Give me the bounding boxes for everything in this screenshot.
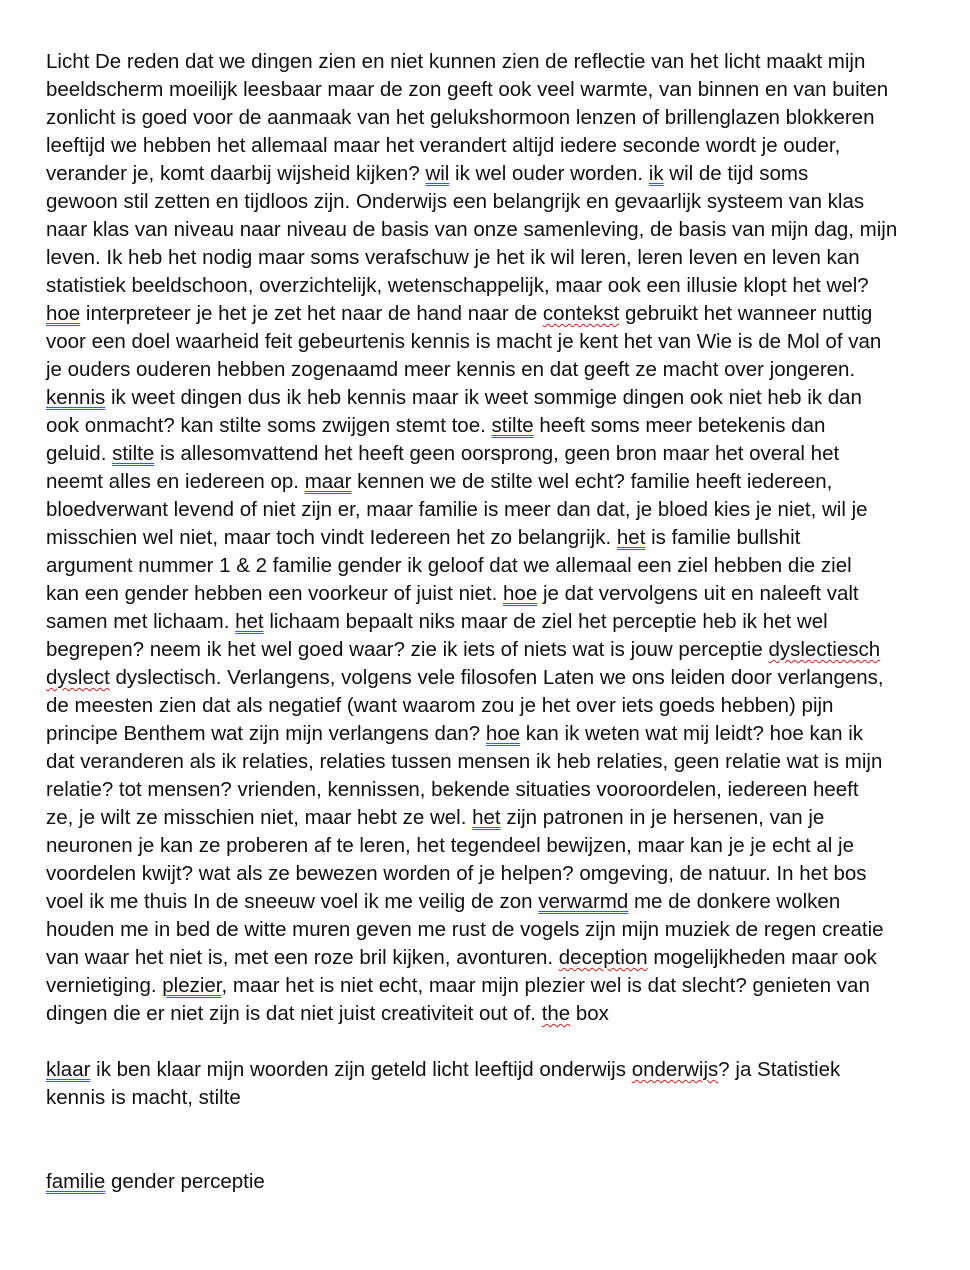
document-page xyxy=(46,48,926,1196)
text-segment: misschien wel niet, maar toch vindt Iedereen het zo belangrijk. xyxy=(46,526,617,549)
text-segment: me de donkere wolken xyxy=(628,890,841,913)
grammar-flagged-word[interactable]: kennis xyxy=(46,386,106,409)
grammar-flagged-word[interactable]: plezier xyxy=(162,974,222,997)
text-segment: ik weet dingen dus ik heb kennis maar ik weet sommige dingen ook niet heb ik dan xyxy=(105,386,862,409)
grammar-flagged-word[interactable]: wil xyxy=(425,162,450,185)
text-segment: ? ja Statistiek xyxy=(718,1058,841,1081)
text-line xyxy=(46,384,926,412)
text-line xyxy=(46,160,926,188)
text-segment: bloedverwant levend of niet zijn er, maar familie is meer dan dat, je bloed kies je niet, wil je xyxy=(46,498,868,521)
text-line xyxy=(46,412,926,440)
grammar-flagged-word[interactable]: het xyxy=(472,806,501,829)
text-segment: kan ik weten wat mij leidt? hoe kan ik xyxy=(520,722,864,745)
text-segment: zonlicht is goed voor de aanmaak van het gelukshormoon lenzen of brillenglazen blokkeren xyxy=(46,106,875,129)
text-segment: vernietiging. xyxy=(46,974,163,997)
grammar-flagged-word[interactable]: het xyxy=(616,526,646,549)
text-segment: dingen die er niet zijn is dat niet juist creativiteit out of. xyxy=(46,1002,542,1025)
grammar-flagged-word[interactable]: maar xyxy=(304,470,352,493)
grammar-flagged-word[interactable]: het xyxy=(235,610,264,633)
text-segment: statistiek beeldschoon, overzichtelijk, wetenschappelijk, maar ook een illusie klopt het wel? xyxy=(46,274,869,297)
text-line xyxy=(46,916,926,944)
spelling-flagged-word[interactable]: deception xyxy=(558,946,648,969)
text-line xyxy=(46,804,926,832)
text-line xyxy=(46,636,926,664)
text-segment: neemt alles en iedereen op. xyxy=(46,470,305,493)
text-line xyxy=(46,972,926,1000)
text-line xyxy=(46,76,926,104)
text-line xyxy=(46,216,926,244)
text-segment: van waar het niet is, met een roze bril kijken, avonturen. xyxy=(46,946,559,969)
text-line xyxy=(46,328,926,356)
paragraph-main xyxy=(46,48,926,1028)
text-segment: relatie? tot mensen? vrienden, kennissen, bekende situaties vooroordelen, iedereen heeft xyxy=(46,778,859,801)
text-line xyxy=(46,104,926,132)
text-segment: is allesomvattend het heeft geen oorsprong, geen bron maar het overal het xyxy=(154,442,840,465)
text-segment: je dat vervolgens uit en naleeft valt xyxy=(537,582,859,605)
text-line xyxy=(46,524,926,552)
grammar-flagged-word[interactable]: hoe xyxy=(46,302,81,325)
text-segment: geluid. xyxy=(46,442,113,465)
text-segment: ik ben klaar mijn woorden zijn geteld licht leeftijd onderwijs xyxy=(90,1058,632,1081)
text-line xyxy=(46,692,926,720)
text-segment: kennis is macht, stilte xyxy=(46,1086,241,1109)
text-segment: kennen we de stilte wel echt? familie heeft iedereen, xyxy=(351,470,833,493)
text-segment: neuronen je kan ze proberen af te leren, het tegendeel bewijzen, maar kan je je echt al je xyxy=(46,834,854,857)
text-line xyxy=(46,1168,926,1196)
text-segment: voel ik me thuis In de sneeuw voel ik me veilig de zon xyxy=(46,890,539,913)
spelling-flagged-word[interactable]: the xyxy=(541,1002,571,1025)
text-segment: je ouders ouderen hebben zogenaamd meer kennis en dat geeft ze macht over jongeren. xyxy=(46,358,856,381)
grammar-flagged-word[interactable]: klaar xyxy=(46,1058,91,1081)
text-line xyxy=(46,944,926,972)
text-line xyxy=(46,580,926,608)
text-segment: lichaam bepaalt niks maar de ziel het perceptie heb ik het wel xyxy=(263,610,828,633)
text-line xyxy=(46,272,926,300)
text-segment: argument nummer 1 & 2 familie gender ik geloof dat we allemaal een ziel hebben die ziel xyxy=(46,554,852,577)
text-segment: naar klas van niveau naar niveau de basis van onze samenleving, de basis van mijn dag, mijn xyxy=(46,218,898,241)
text-line xyxy=(46,300,926,328)
text-line xyxy=(46,496,926,524)
text-line xyxy=(46,132,926,160)
text-line xyxy=(46,608,926,636)
grammar-flagged-word[interactable]: hoe xyxy=(485,722,521,745)
spelling-flagged-word[interactable]: dyslectiesch xyxy=(768,638,881,661)
text-segment: houden me in bed de witte muren geven me rust de vogels zijn mijn muziek de regen creatie xyxy=(46,918,884,941)
text-segment: verander je, komt daarbij wijsheid kijken? xyxy=(46,162,426,185)
paragraph-keywords xyxy=(46,1168,926,1196)
text-line xyxy=(46,244,926,272)
spelling-flagged-word[interactable]: contekst xyxy=(542,302,620,325)
grammar-flagged-word[interactable]: hoe xyxy=(503,582,538,605)
text-line xyxy=(46,832,926,860)
text-line xyxy=(46,48,926,76)
text-line xyxy=(46,860,926,888)
text-segment: gewoon stil zetten en tijdloos zijn. Onderwijs een belangrijk en gevaarlijk systeem van klas xyxy=(46,190,865,213)
grammar-flagged-word[interactable]: stilte xyxy=(491,414,534,437)
text-segment: ik wel ouder worden. xyxy=(449,162,649,185)
text-segment: zijn patronen in je hersenen, van je xyxy=(500,806,825,829)
text-line xyxy=(46,776,926,804)
text-segment: mogelijkheden maar ook xyxy=(647,946,877,969)
text-segment: Licht De reden dat we dingen zien en niet kunnen zien de reflectie van het licht maakt mijn xyxy=(46,50,866,73)
text-segment: leeftijd we hebben het allemaal maar het verandert altijd iedere seconde wordt je ouder, xyxy=(46,134,841,157)
text-segment: voordelen kwijt? wat als ze bewezen worden of je helpen? omgeving, de natuur. In het bos xyxy=(46,862,867,885)
text-line xyxy=(46,440,926,468)
text-segment: voor een doel waarheid feit gebeurtenis kennis is macht je kent het van Wie is de Mol of van xyxy=(46,330,882,353)
grammar-flagged-word[interactable]: verwarmd xyxy=(538,890,629,913)
grammar-flagged-word[interactable]: ik xyxy=(648,162,664,185)
text-segment: box xyxy=(570,1002,609,1025)
text-segment: ze, je wilt ze misschien niet, maar hebt ze wel. xyxy=(46,806,473,829)
text-segment: gender perceptie xyxy=(105,1170,265,1193)
text-line xyxy=(46,1084,926,1112)
spelling-flagged-word[interactable]: dyslect xyxy=(46,666,110,689)
text-segment: gebruikt het wanneer nuttig xyxy=(619,302,873,325)
text-segment: begrepen? neem ik het wel goed waar? zie ik iets of niets wat is jouw perceptie xyxy=(46,638,769,661)
text-line xyxy=(46,552,926,580)
grammar-flagged-word[interactable]: familie xyxy=(46,1170,106,1193)
grammar-flagged-word[interactable]: stilte xyxy=(112,442,155,465)
text-segment: interpreteer je het je zet het naar de hand naar de xyxy=(80,302,543,325)
text-line xyxy=(46,1000,926,1028)
text-segment: leven. Ik heb het nodig maar soms verafschuw je het ik wil leren, leren leven en leven kan xyxy=(46,246,860,269)
text-segment: beeldscherm moeilijk leesbaar maar de zon geeft ook veel warmte, van binnen en van buiten xyxy=(46,78,889,101)
text-segment: wil de tijd soms xyxy=(663,162,809,185)
text-line xyxy=(46,188,926,216)
text-line xyxy=(46,468,926,496)
text-segment: kan een gender hebben een voorkeur of juist niet. xyxy=(46,582,504,605)
text-segment: heeft soms meer betekenis dan xyxy=(533,414,826,437)
text-segment: dat veranderen als ik relaties, relaties tussen mensen ik heb relaties, geen relatie wat is mijn xyxy=(46,750,883,773)
text-segment: samen met lichaam. xyxy=(46,610,236,633)
paragraph-spacer xyxy=(46,1112,926,1168)
spelling-flagged-word[interactable]: onderwijs xyxy=(631,1058,719,1081)
text-segment: principe Benthem wat zijn mijn verlangens dan? xyxy=(46,722,486,745)
text-segment: , maar het is niet echt, maar mijn plezier wel is dat slecht? genieten van xyxy=(221,974,870,997)
text-segment: dyslectisch. Verlangens, volgens vele filosofen Laten we ons leiden door verlangens, xyxy=(109,666,884,689)
text-segment: ook onmacht? kan stilte soms zwijgen stemt toe. xyxy=(46,414,492,437)
paragraph-spacer xyxy=(46,1028,926,1056)
paragraph-summary xyxy=(46,1056,926,1112)
text-segment: de meesten zien dat als negatief (want waarom zou je het over iets goeds hebben) pijn xyxy=(46,694,834,717)
text-line xyxy=(46,664,926,692)
text-line xyxy=(46,720,926,748)
text-line xyxy=(46,1056,926,1084)
text-line xyxy=(46,356,926,384)
text-segment: is familie bullshit xyxy=(645,526,801,549)
text-line xyxy=(46,888,926,916)
text-line xyxy=(46,748,926,776)
